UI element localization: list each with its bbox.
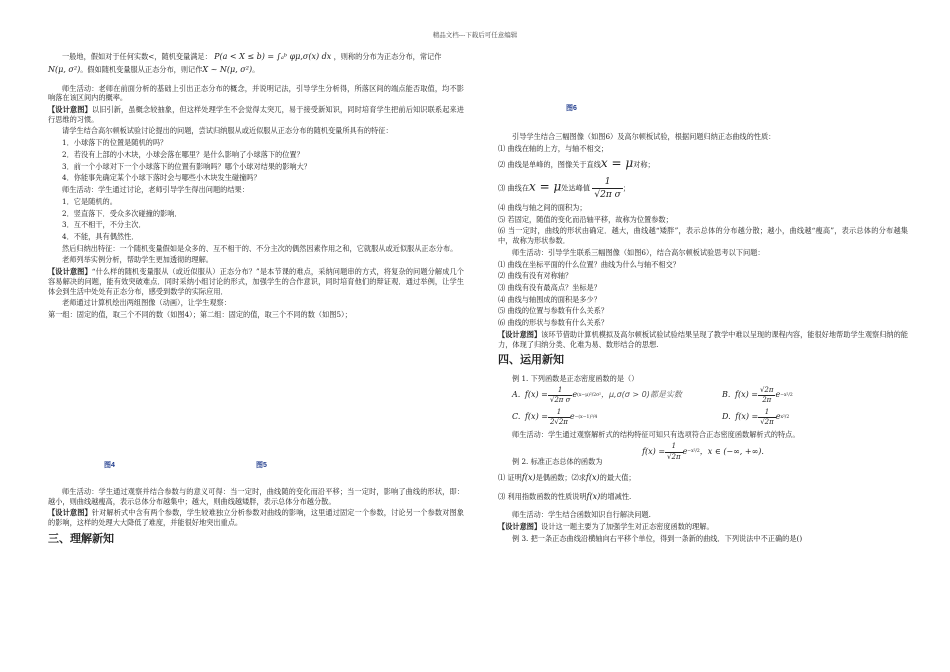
answer-3: 3．互不相干，不分主次． bbox=[62, 220, 146, 230]
fx-symbol: f(x) bbox=[585, 472, 600, 482]
option-c: C. f(x) = $\frac{1}{2√2\pi}$ e −(x−1)²/4 bbox=[512, 407, 598, 427]
teacher-activity-6: 师生活动：引导学生联系三幅图像（如图6），结合高尔顿板试验思考以下问题： bbox=[512, 247, 765, 257]
peak-x-formula: x = μ bbox=[529, 179, 562, 194]
option-a: A. f(x) = $\frac{1}{\text{√2π σ}}$ e (x−μ)²/2σ² ，μ,σ(σ > 0)都是实数 bbox=[512, 385, 682, 405]
standard-normal-fraction bbox=[665, 442, 683, 462]
q1-text: ⑴ 证明 bbox=[498, 472, 522, 482]
answer-2: 2．竖直落下．受众多次碰撞的影响． bbox=[62, 208, 182, 218]
design-text: 设计这一题主要为了加强学生对正态密度函数的理解。 bbox=[541, 522, 714, 532]
think-question-6: ⑹ 曲线的形状与参数有什么关系？ bbox=[498, 318, 609, 328]
q2-tail: 的最大值； bbox=[599, 472, 636, 482]
left-column-bottom bbox=[48, 487, 464, 553]
example-2-questions bbox=[498, 473, 908, 484]
domain-text: ，x ∈ (−∞, +∞). bbox=[699, 446, 764, 456]
question-2: 2．若没有上部的小木块，小球会落在哪里？是什么影响了小球落下的位置？ bbox=[62, 149, 304, 159]
option-c-fraction bbox=[548, 408, 570, 428]
property-2 bbox=[498, 155, 908, 171]
intro-text-2: 。假如随机变量服从正态分布，则记作 bbox=[80, 64, 203, 74]
property-5: ⑸ 若固定，随值的变化而沿轴平移，故称为位置参数； bbox=[498, 214, 673, 224]
design-intent-1 bbox=[48, 105, 464, 124]
design-intent-5 bbox=[498, 522, 908, 532]
design-intent-3 bbox=[48, 508, 464, 527]
q3-text: ⑶ 利用指数函数的性质说明 bbox=[498, 491, 587, 501]
option-a-condition: ，μ,σ(σ > 0)都是实数 bbox=[600, 390, 682, 400]
summary-paragraph: 然后归纳出特征：一个随机变量假如是众多的、互不相干的、不分主次的偶然因素作用之和，它就服从或近似服从正态分布。 bbox=[62, 243, 458, 253]
property-3 bbox=[498, 176, 908, 201]
design-label: 【设计意图】 bbox=[48, 105, 92, 115]
fraction-numerator: 1 bbox=[758, 408, 776, 418]
property-3-text: ⑶ 曲线在 bbox=[498, 183, 530, 193]
option-b-label: B. bbox=[722, 390, 731, 400]
fraction-numerator: 1 bbox=[592, 176, 622, 189]
example-1: 例 1. 下列函数是正态密度函数的是（） bbox=[512, 374, 639, 384]
fx-label: f(x) = bbox=[735, 390, 758, 400]
question-3: 3．前一个小球对下一个小球落下的位置有影响吗？哪个小球对结果的影响大？ bbox=[62, 161, 311, 171]
answer-1: 1．它是随机的。 bbox=[62, 196, 117, 206]
think-question-1: ⑴ 曲线在坐标平面的什么位置？曲线为什么与轴不相交？ bbox=[498, 259, 680, 269]
option-d: D. f(x) = $\frac{1}{√2\pi}$ e x²/2 bbox=[722, 407, 790, 427]
page-header: 精品文档---下载后可任意编辑 bbox=[432, 31, 518, 39]
property-3-tail: ； bbox=[622, 183, 630, 193]
design-text: “什么样的随机变量服从（或近似服从）正态分布？”是本节课的难点，采纳问题串的方式，将复杂的问题分解成几个容易解决的问题，能有效突破难点．同时采纳小组讨论的形式，加强学生的合作意识，同时培育他们的辩证观．通过举例，让学生体会到生活中处处有正态分布，感受到数学的实际应用． bbox=[48, 267, 464, 296]
property-4: ⑷ 曲线与轴之间的面积为； bbox=[498, 202, 587, 212]
question-1: 1．小球落下的位置是随机的吗？ bbox=[62, 138, 168, 148]
example-2-formula: f(x) = $\frac{1}{√2\pi}$ e −x²/2 ，x ∈ (−∞, +∞). bbox=[642, 442, 764, 461]
teacher-activity-7: 师生活动：学生通过观察解析式的结构特征可知只有选项符合正态密度函数解析式的特点。 bbox=[512, 429, 800, 439]
groups-paragraph: 第一组：固定的值，取三个不同的数（如图4）；第二组：固定的值，取三个不同的数（如图5）； bbox=[48, 309, 352, 319]
fraction-denominator: √2π σ bbox=[594, 189, 621, 200]
right-column bbox=[498, 132, 908, 546]
design-text: 以旧引新，虽概念较抽象，但这样处理学生不会觉得太突兀，易于接受新知识，同时培育学生把前后知识联系起来进行思维的习惯。 bbox=[48, 105, 464, 124]
think-question-2: ⑵ 曲线有没有对称轴？ bbox=[498, 271, 573, 281]
q3-tail: 的增减性. bbox=[600, 491, 632, 501]
left-column bbox=[48, 52, 464, 322]
option-a-fraction bbox=[548, 386, 573, 406]
think-question-5: ⑸ 曲线的位置与参数有什么关系？ bbox=[498, 306, 609, 316]
fraction-denominator: √2π σ bbox=[549, 396, 571, 405]
option-b-fraction bbox=[758, 386, 776, 406]
design-intent-4 bbox=[498, 330, 908, 349]
figure-4-caption: 图4 bbox=[104, 462, 115, 469]
integral-formula: P(a < X ≤ b) = ∫ₐᵇ φμ,σ(x) dx bbox=[214, 52, 332, 61]
fraction-numerator: √2π bbox=[758, 386, 776, 396]
design-text: 针对解析式中含有两个参数，学生较难独立分析参数对曲线的影响，这里通过固定一个参数，讨论另一个参数对图象的影响，这样的处理大大降低了难度，并能很好地突出重点。 bbox=[48, 508, 464, 528]
fx-symbol: f(x) bbox=[586, 491, 601, 501]
fraction-numerator: 1 bbox=[548, 408, 570, 418]
design-text: 该环节借助计算机模拟及高尔顿板试验试验结果呈现了教学中难以呈现的课程内容，能很好地帮助学生观察归纳的能力，体现了归纳分类、化难为易、数形结合的思想. bbox=[498, 329, 908, 349]
intro-paragraph bbox=[48, 52, 464, 63]
section-4-heading: 四、运用新知 bbox=[498, 354, 564, 367]
design-label: 【设计意图】 bbox=[48, 267, 92, 277]
example-2-question-3 bbox=[498, 492, 908, 503]
option-c-exponent: −(x−1)²/4 bbox=[574, 414, 598, 420]
think-question-4: ⑷ 曲线与轴围成的面积是多少？ bbox=[498, 294, 601, 304]
property-2-text: ⑵ 曲线是单峰的，图像关于直线 bbox=[498, 160, 601, 170]
property-6: ⑹ 当一定时，曲线的形状由确定．越大，曲线越“矮胖”，表示总体的分布越分散；越小，曲线越“瘦高”，表示总体的分布越集中，故称为形状参数． bbox=[498, 226, 908, 246]
intro-tail: ，则称的分布为正态分布，常记作 bbox=[333, 52, 442, 61]
fraction-numerator: 1 bbox=[548, 386, 573, 396]
normal-notation: N(μ, σ²) bbox=[48, 64, 81, 74]
think-question-3: ⑶ 曲线有没有最高点？坐标是？ bbox=[498, 282, 601, 292]
question-4: 4．你能事先确定某个小球下落时会与哪些小木块发生碰撞吗？ bbox=[62, 173, 261, 183]
teacher-activity-5: 师生活动：学生通过观察并结合参数与的意义可得：当一定时，曲线随的变化而沿平移；当一定时，影响了曲线的形状，即：越小，则曲线越瘦高，表示总体分布越集中；越大，则曲线越矮胖，表示总体分布越分散。 bbox=[48, 487, 464, 506]
option-b-exponent: −x²/2 bbox=[780, 392, 793, 398]
teacher-activity-4: 老师通过计算机绘出两组图像（动画），让学生观察： bbox=[62, 298, 231, 308]
design-label: 【设计意图】 bbox=[48, 508, 92, 518]
fraction-denominator: 2π bbox=[762, 396, 772, 405]
peak-value-fraction bbox=[592, 176, 622, 201]
fx-label: f(x) = bbox=[642, 446, 666, 456]
answer-4: 4．不能，具有偶然性． bbox=[62, 231, 139, 241]
option-a-label: A. bbox=[512, 390, 521, 400]
option-c-label: C. bbox=[512, 412, 521, 422]
teacher-activity-3: 老师列举实例分析，帮助学生更加透彻的理解。 bbox=[62, 255, 213, 265]
guide-paragraph: 引导学生结合三幅图像（如图6）及高尔顿板试验，根据问题归纳正态曲线的性质： bbox=[512, 132, 776, 141]
teacher-activity-1: 师生活动：老师在前面分析的基础上引出正态分布的概念，并说明记法，引导学生分析得，所落区间的端点能否取值，均不影响落在该区间内的概率。 bbox=[48, 83, 464, 103]
fraction-denominator: √2π bbox=[667, 452, 681, 461]
section-3-heading: 三、理解新知 bbox=[48, 532, 114, 545]
option-d-fraction bbox=[758, 408, 776, 428]
symmetry-axis-formula: x = μ bbox=[600, 156, 634, 171]
q2-text: 是偶函数；⑵求 bbox=[535, 472, 586, 482]
teacher-activity-8: 师生活动：学生结合函数知识自行解决问题. bbox=[512, 510, 651, 520]
fx-label: f(x) = bbox=[524, 390, 548, 400]
fraction-denominator: √2π bbox=[760, 418, 774, 427]
option-d-exponent: x²/2 bbox=[780, 414, 790, 420]
design-label: 【设计意图】 bbox=[498, 522, 542, 532]
options-row-1 bbox=[512, 386, 908, 406]
option-b: B. f(x) = $\frac{√2\pi}{2\pi}$ e −x²/2 bbox=[722, 385, 793, 405]
design-label: 【设计意图】 bbox=[498, 329, 542, 339]
property-3-mid: 处达峰值 bbox=[561, 183, 591, 193]
fraction-numerator: 1 bbox=[665, 442, 683, 452]
intro-end: 。 bbox=[252, 64, 260, 74]
fx-label: f(x) = bbox=[524, 412, 548, 422]
intro-text: 一般地，假如对于任何实数<，随机变量满足： bbox=[62, 52, 212, 61]
property-2-tail: 对称； bbox=[633, 160, 655, 170]
option-a-exponent: (x−μ)²/2σ² bbox=[577, 392, 601, 398]
example-3: 例 3. 把一条正态曲线沿横轴向右平移个单位，得到一条新的曲线．下列说法中不正确的是() bbox=[512, 533, 803, 543]
property-1: ⑴ 曲线在轴的上方，与轴不相交； bbox=[498, 143, 609, 153]
fx-label: f(x) = bbox=[735, 412, 759, 422]
option-d-label: D. bbox=[722, 412, 731, 422]
standard-normal-exponent: −x²/2 bbox=[687, 449, 700, 455]
teacher-activity-2: 师生活动：学生通过讨论，老师引导学生得出问题的结果： bbox=[62, 185, 249, 195]
figure-5-caption: 图5 bbox=[256, 462, 267, 469]
intro-paragraph-2 bbox=[48, 65, 464, 76]
x-distribution-formula: X ~ N(μ, σ²) bbox=[202, 64, 253, 74]
question-intro: 请学生结合高尔顿板试验讨论提出的问题，尝试归纳服从或近似服从正态分布的随机变量所具有的特征： bbox=[62, 126, 393, 136]
fraction-denominator: 2√2π bbox=[549, 418, 568, 427]
design-intent-2 bbox=[48, 267, 464, 296]
example-2-intro: 例 2. 标准正态总体的函数为 bbox=[512, 457, 603, 467]
figure-6-caption: 图6 bbox=[566, 105, 577, 112]
options-row-2 bbox=[512, 408, 908, 428]
fx-symbol: f(x) bbox=[521, 472, 536, 482]
